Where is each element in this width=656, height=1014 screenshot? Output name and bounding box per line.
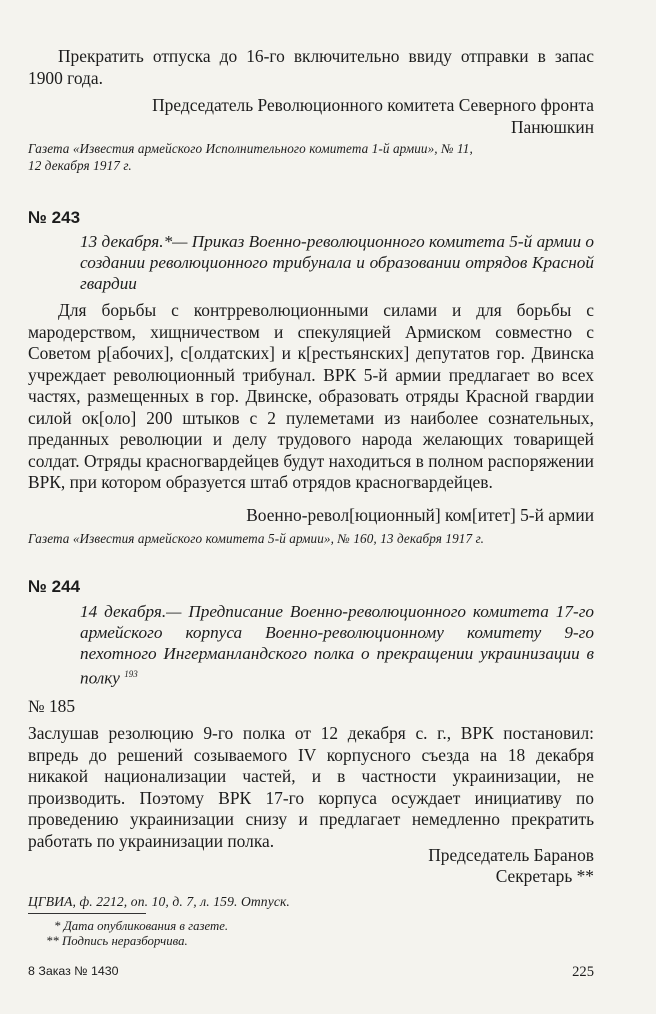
- source-citation-1: Газета «Известия армейского Исполнительного комитета 1-й армии», № 11, 12 декабря 1917 г.: [28, 141, 473, 173]
- page-number: 225: [572, 964, 594, 980]
- doc-244-body: Заслушав резолюцию 9-го полка от 12 декабря с. г., ВРК постановил: впредь до решений созываемого IV корпусного съезда на 18 декабря никакой национализации частей, и в частности украинизации, не производить. Поэтому ВРК 17-го корпуса осуждает инициативу по проведению украинизации снизу и предлагает немедленно прекратить работать по украинизации полка.: [28, 723, 594, 851]
- doc-244-secretary-signature: Секретарь **: [495, 866, 594, 886]
- doc-243-title: 13 декабря.*— Приказ Военно-революционного комитета 5-й армии о создании революционного трибунала и образовании отрядов Красной гвардии: [80, 232, 594, 293]
- doc-244-chair-signature: Председатель Баранов: [428, 845, 594, 865]
- doc-244-title-note: 193: [124, 669, 138, 679]
- doc-243-body: Для борьбы с контрреволюционными силами и для борьбы с мародерством, хищничеством и спекуляцией Армиском совместно с Советом р[абочих], с[олдатских] и к[рестьянских] депутатов гор. Двинска учреждает революционный трибунал. ВРК 5-й армии предлагает во всех частях, размещенных в гор. Двинске, образовать отряды Красной гвардии силой ок[оло] 200 штыков с 2 пулеметами из наиболее сознательных, преданных революции и делу трудового народа желающих товарищей солдат. Отряды красногвардейцев будут находиться в полном распоряжении ВРК, при котором образуется штаб отрядов красногвардейцев.: [28, 300, 594, 492]
- doc-244-title: [28, 601, 594, 689]
- footnote-1: * Дата опубликования в газете.: [54, 919, 229, 933]
- doc-243-source: Газета «Известия армейского комитета 5-й армии», № 160, 13 декабря 1917 г.: [28, 531, 485, 546]
- archive-reference: ЦГВИА, ф. 2212, оп. 10, д. 7, л. 159. Отпуск.: [28, 894, 290, 909]
- top-paragraph: Прекратить отпуска до 16-го включительно ввиду отправки в запас 1900 года.: [28, 46, 594, 88]
- doc-243-signature: Военно-револ[юционный] ком[итет] 5-й армии: [246, 505, 594, 525]
- footnote-2: ** Подпись неразборчива.: [46, 934, 188, 948]
- print-order-info: 8 Заказ № 1430: [28, 964, 119, 978]
- doc-244-number: № 244: [28, 577, 81, 596]
- footnote-divider: [28, 913, 146, 914]
- doc-244-subnumber: № 185: [28, 696, 76, 716]
- signature-panyushkin: Председатель Революционного комитета Северного фронта Панюшкин: [152, 95, 594, 137]
- doc-243-number: № 243: [28, 208, 81, 227]
- doc-244-title-text: 14 декабря.— Предписание Военно-революционного комитета 17-го армейского корпуса Военно-революционному комитету 9-го пехотного Ингерманландского полка о прекращении украинизации в полку: [80, 602, 594, 688]
